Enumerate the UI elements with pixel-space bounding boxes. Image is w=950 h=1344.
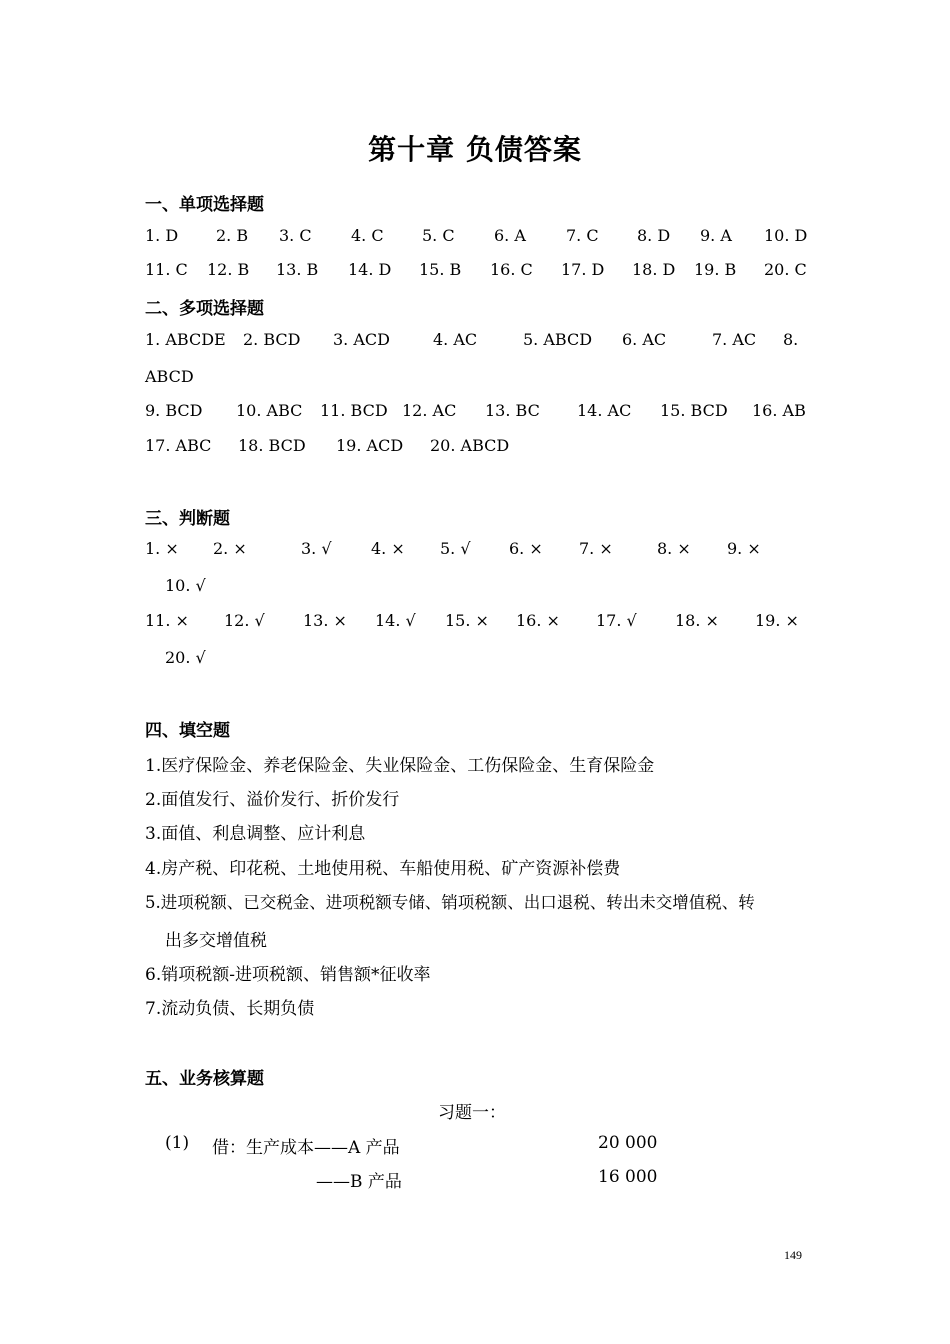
answer-item: 9. A	[700, 226, 732, 245]
fill-in-answer: 3.面值、利息调整、应计利息	[145, 824, 366, 844]
fill-in-answer-continuation: 出多交增值税	[165, 931, 267, 951]
answer-item: 20. ABCD	[430, 436, 510, 455]
answer-item: 2. ×	[213, 539, 247, 558]
fill-in-answer: 5.进项税额、已交税金、进项税额专储、销项税额、出口退税、转出未交增值税、转	[145, 893, 755, 912]
answer-item: 16. C	[490, 260, 533, 279]
answer-item: 3. ACD	[333, 330, 390, 349]
answer-item: 16. ×	[516, 611, 560, 630]
answer-item: 9. ×	[727, 539, 761, 558]
answer-item-continuation: 10. √	[165, 576, 206, 595]
answer-item: 13. BC	[485, 401, 540, 420]
fill-in-answer: 4.房产税、印花税、土地使用税、车船使用税、矿产资源补偿费	[145, 859, 621, 879]
answer-item: 3. C	[279, 226, 312, 245]
answer-item: 7. C	[566, 226, 599, 245]
answer-item: 3. √	[301, 539, 332, 558]
debit-account: 借：生产成本——A 产品	[212, 1138, 400, 1158]
answer-item: 10. ABC	[236, 401, 303, 420]
answer-item: 12. AC	[402, 401, 457, 420]
answer-item: 5. √	[440, 539, 471, 558]
answer-item: 19. ACD	[336, 436, 404, 455]
answer-item: 11. ×	[145, 611, 189, 630]
answer-item: 8. D	[637, 226, 671, 245]
page-number: 149	[784, 1248, 802, 1262]
answer-item: 13. ×	[303, 611, 347, 630]
answer-item: 19. ×	[755, 611, 799, 630]
debit-amount: 20 000	[598, 1133, 658, 1153]
answer-item: 11. C	[145, 260, 188, 279]
answer-item: 15. ×	[445, 611, 489, 630]
sub-amount: 16 000	[598, 1167, 658, 1187]
answer-item: 14. D	[348, 260, 392, 279]
answer-item: 10. D	[764, 226, 808, 245]
answer-item: 15. BCD	[660, 401, 728, 420]
fill-in-answer: 2.面值发行、溢价发行、折价发行	[145, 790, 400, 810]
answer-item: 5. ABCD	[523, 330, 593, 349]
answer-item: 7. ×	[579, 539, 613, 558]
answer-item: 1. ABCDE	[145, 330, 226, 349]
answer-item: 18. D	[632, 260, 676, 279]
answer-item: 14. AC	[577, 401, 632, 420]
answer-item: 20. C	[764, 260, 807, 279]
answer-item: 6. A	[494, 226, 526, 245]
answer-item: 15. B	[419, 260, 462, 279]
entry-number: (1)	[165, 1133, 190, 1153]
answer-item: 19. B	[694, 260, 737, 279]
answer-item: 1. D	[145, 226, 179, 245]
answer-item: 17. D	[561, 260, 605, 279]
answer-item-continuation: ABCD	[145, 367, 194, 386]
answer-item: 7. AC	[712, 330, 757, 349]
fill-in-answer: 1.医疗保险金、养老保险金、失业保险金、工伤保险金、生育保险金	[145, 756, 655, 776]
section-heading-accounting: 五、业务核算题	[145, 1069, 264, 1089]
answer-item: 14. √	[375, 611, 416, 630]
section-heading-multiple-choice: 二、多项选择题	[145, 299, 264, 319]
answer-item: 11. BCD	[320, 401, 388, 420]
answer-item: 13. B	[276, 260, 319, 279]
answer-item: 17. ABC	[145, 436, 212, 455]
answer-item: 2. BCD	[243, 330, 301, 349]
answer-item: 8.	[783, 330, 799, 349]
answer-item: 17. √	[596, 611, 637, 630]
fill-in-answer: 7.流动负债、长期负债	[145, 999, 315, 1019]
answer-item: 6. ×	[509, 539, 543, 558]
exercise-title: 习题一：	[438, 1103, 506, 1123]
answer-item: 12. B	[207, 260, 250, 279]
answer-item-continuation: 20. √	[165, 648, 206, 667]
answer-item: 16. AB	[752, 401, 806, 420]
sub-account: ——B 产品	[316, 1172, 402, 1192]
fill-in-answer: 6.销项税额-进项税额、销售额*征收率	[145, 965, 431, 985]
answer-item: 18. BCD	[238, 436, 306, 455]
page-title: 第十章 负债答案	[368, 133, 582, 166]
answer-item: 5. C	[422, 226, 455, 245]
answer-item: 4. C	[351, 226, 384, 245]
answer-item: 1. ×	[145, 539, 179, 558]
answer-item: 6. AC	[622, 330, 667, 349]
answer-item: 12. √	[224, 611, 265, 630]
answer-item: 18. ×	[675, 611, 719, 630]
answer-item: 8. ×	[657, 539, 691, 558]
section-heading-fill-in: 四、填空题	[145, 721, 230, 741]
answer-item: 4. AC	[433, 330, 478, 349]
section-heading-single-choice: 一、单项选择题	[145, 195, 264, 215]
section-heading-true-false: 三、判断题	[145, 509, 230, 529]
answer-item: 2. B	[216, 226, 249, 245]
answer-item: 4. ×	[371, 539, 405, 558]
answer-item: 9. BCD	[145, 401, 203, 420]
